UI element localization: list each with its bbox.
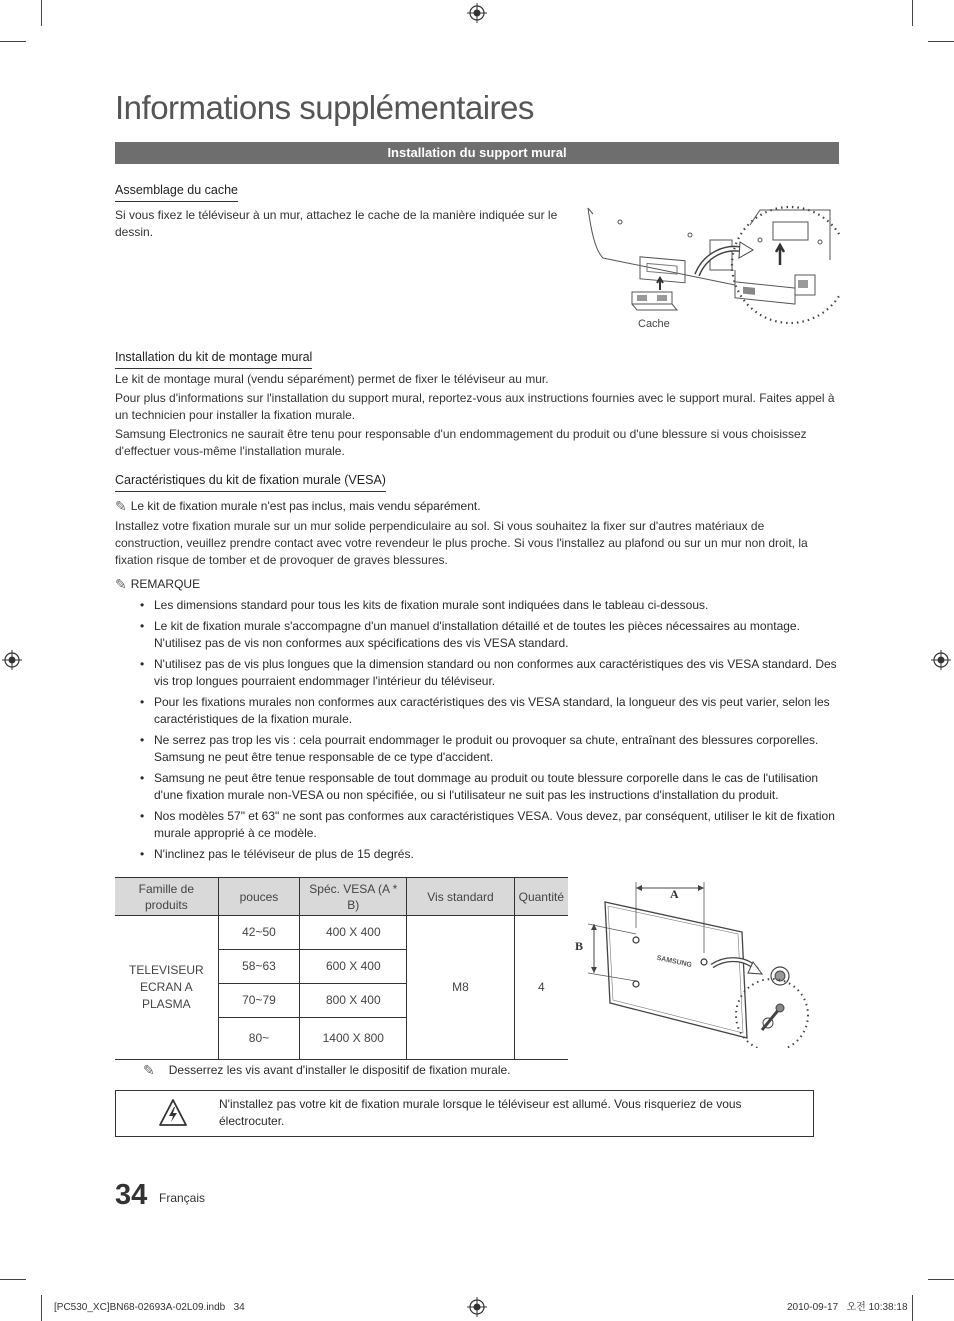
list-item: • N'utilisez pas de vis plus longues que la dimension standard ou non conformes aux caractéristiques des vis VESA standard. Des vis trop longues pourraient endommager l'intérieur du téléviseur. xyxy=(140,657,837,688)
pouces-cell: 70~79 xyxy=(218,984,300,1018)
pouces-cell: 58~63 xyxy=(218,950,300,984)
cover-heading-text: Assemblage du cache xyxy=(115,182,238,202)
crop-mark xyxy=(928,1279,954,1280)
kit-heading xyxy=(115,349,312,369)
crop-mark xyxy=(0,41,26,42)
print-timestamp: 2010-09-17 오전 10:38:18 xyxy=(787,1302,908,1313)
cover-text: Si vous fixez le téléviseur à un mur, attachez le cache de la manière indiquée sur le dessin. xyxy=(115,208,558,239)
screw-cell: M8 xyxy=(407,916,514,1060)
registration-mark-icon xyxy=(2,650,22,670)
remarque-text: REMARQUE xyxy=(130,577,201,591)
cover-figure-label: Cache xyxy=(638,318,670,330)
col-header-quantity: Quantité xyxy=(514,878,568,916)
pouces-cell: 80~ xyxy=(218,1018,300,1060)
bullet-icon: • xyxy=(140,695,145,709)
page-title: Informations supplémentaires xyxy=(115,89,534,126)
list-item: • Samsung ne peut être tenue responsable de tout dommage au produit ou toute blessure corporelle dans le cas de l'utilisation d'une fixation murale non-VESA ou non spécifiée, ou si l'utilisateur ne suit pas les instructions d'installation du produit. xyxy=(140,771,819,802)
vesa-intro: Installez votre fixation murale sur un mur solide perpendiculaire au sol. Si vous souhaitez la fixer sur d'autres matériaux de construction, veuillez prendre contact avec votre revendeur le plus proche. Si vous l'installez au plafond ou sur un mur non droit, la fixation risque de tomber et de provoquer de graves blessures. xyxy=(115,519,808,567)
col-header-spec: Spéc. VESA (A * B) xyxy=(300,878,407,916)
remarque-list xyxy=(115,597,839,867)
vesa-note-text: Le kit de fixation murale n'est pas inclus, mais vendu séparément. xyxy=(130,499,481,513)
vesa-heading-text: Caractéristiques du kit de fixation murale (VESA) xyxy=(115,472,386,492)
list-item: • Le kit de fixation murale s'accompagne d'un manuel d'installation détaillé et de toutes les pièces nécessaires au montage. N'utilisez pas de vis non conformes aux spécifications des vis VESA standard. xyxy=(140,619,800,650)
tv-brand-logo: SAMSUNG xyxy=(655,954,693,970)
warning-text: N'installez pas votre kit de fixation murale lorsque le téléviseur est allumé. Vous risqueriez de vous électrocuter. xyxy=(219,1097,742,1128)
pencil-note-icon: ✎ xyxy=(115,576,127,592)
list-item: • Nos modèles 57" et 63" ne sont pas conformes aux caractéristiques VESA. Vous devez, par conséquent, utiliser le kit de fixation murale approprié à ce modèle. xyxy=(140,809,835,840)
list-item: • N'inclinez pas le téléviseur de plus de 15 degrés. xyxy=(140,847,414,861)
table-header-row xyxy=(115,878,568,916)
spec-cell: 800 X 400 xyxy=(300,984,407,1018)
pencil-note-icon: ✎ xyxy=(143,1062,155,1078)
cover-heading xyxy=(115,182,238,202)
pencil-note-icon: ✎ xyxy=(115,498,127,514)
crop-mark xyxy=(912,1295,913,1321)
remarque-label xyxy=(115,576,200,593)
kit-paragraph: Pour plus d'informations sur l'installation du support mural, reportez-vous aux instructions fournies avec le support mural. Faites appel à un technicien pour installer la fixation murale. xyxy=(115,391,835,422)
table-row xyxy=(115,916,568,950)
registration-mark-icon xyxy=(931,650,951,670)
quantity-cell: 4 xyxy=(514,916,568,1060)
bullet-icon: • xyxy=(140,771,145,785)
crop-mark xyxy=(912,0,913,26)
crop-mark xyxy=(928,41,954,42)
high-voltage-warning-icon xyxy=(158,1098,188,1128)
list-item: • Pour les fixations murales non conformes aux caractéristiques des vis VESA standard, la longueur des vis peut varier, selon les caractéristiques de la fixation murale. xyxy=(140,695,830,726)
spec-cell: 1400 X 800 xyxy=(300,1018,407,1060)
registration-mark-icon xyxy=(467,3,487,23)
bullet-icon: • xyxy=(140,733,145,747)
crop-mark xyxy=(41,1295,42,1321)
col-header-pouces: pouces xyxy=(218,878,300,916)
bullet-icon: • xyxy=(140,809,145,823)
section-banner: Installation du support mural xyxy=(115,142,839,164)
kit-paragraph: Samsung Electronics ne saurait être tenu pour responsable d'un endommagement du produit ou d'une blessure si vous choisissez d'effectuer vous-même l'installation murale. xyxy=(115,427,807,458)
family-cell: TELEVISEUR ECRAN A PLASMA xyxy=(115,916,218,1060)
screw-note xyxy=(143,1062,743,1079)
tv-back-diagram xyxy=(572,878,817,1048)
spec-cell: 600 X 400 xyxy=(300,950,407,984)
kit-paragraph: Le kit de montage mural (vendu séparément) permet de fixer le téléviseur au mur. xyxy=(115,372,549,386)
registration-mark-icon xyxy=(467,1297,487,1317)
vesa-table xyxy=(115,877,568,1060)
dimension-b-label: B xyxy=(575,939,584,953)
dimension-a-label: A xyxy=(670,887,679,901)
bullet-icon: • xyxy=(140,598,145,612)
page-number: 34 xyxy=(115,1179,148,1211)
list-item: • Ne serrez pas trop les vis : cela pourrait endommager le produit ou provoquer sa chute, entraînant des blessures corporelles. Samsung ne peut être tenue responsable de ce type d'accident. xyxy=(140,733,819,764)
list-item: • Les dimensions standard pour tous les kits de fixation murale sont indiquées dans le tableau ci-dessous. xyxy=(140,598,709,612)
vesa-note xyxy=(115,498,839,515)
crop-mark xyxy=(0,1279,26,1280)
print-file-info: [PC530_XC]BN68-02693A-02L09.indb 34 xyxy=(54,1302,245,1313)
warning-box xyxy=(115,1090,814,1137)
bullet-icon: • xyxy=(140,657,145,671)
crop-mark xyxy=(41,0,42,26)
language-label: Français xyxy=(159,1191,206,1205)
col-header-screw: Vis standard xyxy=(407,878,514,916)
screw-note-text: Desserrez les vis avant d'installer le dispositif de fixation murale. xyxy=(168,1063,511,1077)
bullet-icon: • xyxy=(140,619,145,633)
vesa-heading xyxy=(115,472,386,492)
kit-heading-text: Installation du kit de montage mural xyxy=(115,349,312,369)
pouces-cell: 42~50 xyxy=(218,916,300,950)
spec-cell: 400 X 400 xyxy=(300,916,407,950)
bullet-icon: • xyxy=(140,847,145,861)
col-header-family: Famille de produits xyxy=(115,878,218,916)
cover-figure xyxy=(585,200,840,335)
